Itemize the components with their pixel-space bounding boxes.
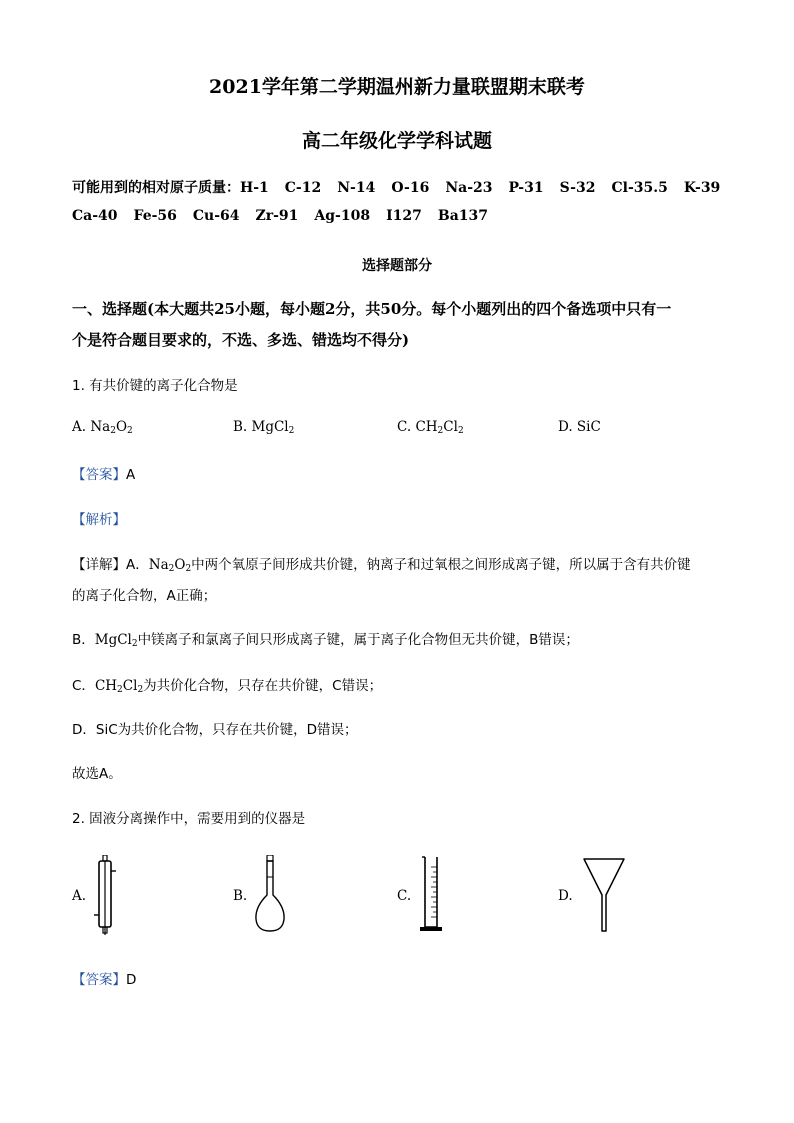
q1-option-c: C. $CH_2Cl_2$ — [397, 419, 464, 436]
mass-item: C-12 — [284, 180, 322, 196]
q2-option-d-label: D. — [558, 888, 573, 904]
answer-value: D — [126, 972, 137, 988]
mass-item: Na-23 — [445, 180, 493, 196]
q1-stem: 1. 有共价键的离子化合物是 — [72, 378, 238, 394]
mass-item: Ca-40 — [72, 208, 118, 224]
exam-title: 2021学年第二学期温州新力量联盟期末联考 — [209, 76, 585, 98]
q1-answer — [72, 463, 135, 483]
q1-detail-line5: D．SiC为共价化合物，只存在共价键，D错误； — [72, 722, 358, 738]
graduated-cylinder-icon — [418, 855, 444, 935]
part1-instructions-line2: 个是符合题目要求的，不选、多选、错选均不得分) — [72, 331, 410, 349]
q1-detail-line1: 【详解】A．$Na_2O_2$中两个氧原子间形成共价键，钠离子和过氧根之间形成离子键，所以属于含有共价键 — [72, 557, 691, 574]
q1-detail-line3: B．MgCl$_2$中镁离子和氯离子间只形成离子键，属于离子化合物但无共价键，B错误； — [72, 632, 579, 649]
q2-option-b-label: B. — [233, 888, 248, 904]
mass-item: S-32 — [559, 180, 596, 196]
condenser-icon — [94, 855, 118, 935]
mass-item: N-14 — [337, 180, 376, 196]
mass-item: Fe-56 — [133, 208, 177, 224]
mass-item: Cu-64 — [192, 208, 240, 224]
exam-subtitle: 高二年级化学学科试题 — [301, 130, 492, 152]
q2-option-c-label: C. — [397, 888, 412, 904]
mass-item: H-1 — [240, 180, 269, 196]
answer-value: A — [126, 467, 136, 483]
mass-item: Ba137 — [437, 208, 489, 224]
q2-stem: 2. 固液分离操作中，需要用到的仪器是 — [72, 811, 306, 827]
atomic-masses-row2 — [72, 208, 504, 224]
q1-option-b: B. MgCl$_2$ — [233, 419, 295, 436]
mass-item: P-31 — [508, 180, 544, 196]
mass-item: K-39 — [683, 180, 721, 196]
q1-analysis-tag: 【解析】 — [72, 512, 126, 528]
q1-conclusion: 故选A。 — [72, 766, 122, 782]
q1-option-d: D. SiC — [558, 419, 601, 435]
q1-detail-line4: C．$CH_2Cl_2$为共价化合物，只存在共价键，C错误； — [72, 678, 383, 695]
answer-tag: 【答案】 — [72, 972, 126, 988]
q2-answer — [72, 968, 136, 988]
mass-item: Zr-91 — [255, 208, 299, 224]
q1-detail-line2: 的离子化合物，A正确； — [72, 588, 217, 604]
mass-item: Cl-35.5 — [611, 180, 668, 196]
volumetric-flask-icon — [253, 855, 287, 935]
q2-option-a-label: A. — [72, 888, 87, 904]
atomic-masses-label: 可能用到的相对原子质量： — [72, 180, 240, 196]
mass-item: Ag-108 — [314, 208, 371, 224]
q1-option-a: A. $Na_2O_2$ — [72, 419, 133, 436]
section-heading: 选择题部分 — [362, 258, 432, 274]
mass-item: I127 — [386, 208, 422, 224]
mass-item: O-16 — [391, 180, 430, 196]
answer-tag: 【答案】 — [72, 467, 126, 483]
part1-instructions-line1: 一、选择题(本大题共25小题，每小题2分，共50分。每个小题列出的四个备选项中只有一 — [72, 300, 672, 318]
atomic-masses-row1 — [72, 177, 736, 197]
funnel-icon — [582, 855, 626, 935]
